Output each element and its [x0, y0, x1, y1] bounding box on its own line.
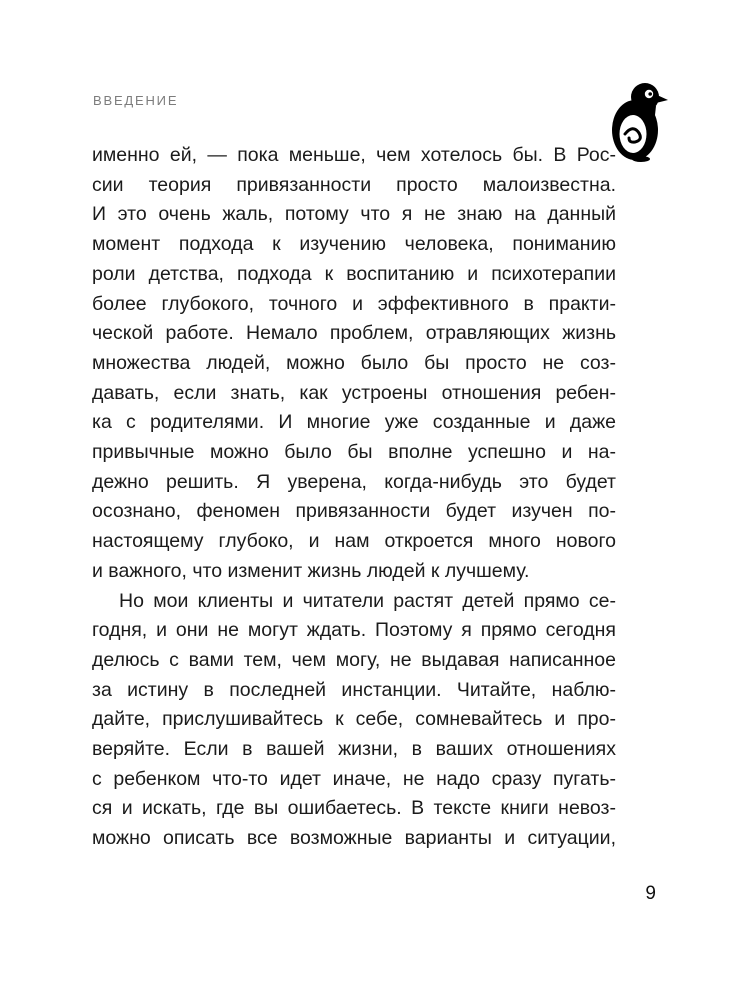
text-line: дайте, прислушивайтесь к себе, сомневайтесь и про- [92, 708, 616, 731]
text-line: сии теория привязанности просто малоизвестна. [92, 173, 616, 196]
text-line: привычные можно было бы вполне успешно и на- [92, 441, 616, 464]
text-line: момент подхода к изучению человека, пониманию [92, 233, 616, 256]
text-line: делюсь с вами тем, чем могу, не выдавая написанное [92, 648, 616, 671]
text-line: настоящему глубоко, и нам откроется много нового [92, 530, 616, 553]
text-line: можно описать все возможные варианты и ситуации, [92, 827, 616, 850]
text-line: осознано, феномен привязанности будет изучен по- [92, 500, 616, 523]
text-line: давать, если знать, как устроены отношения ребен- [92, 381, 616, 404]
text-line: ся и искать, где вы ошибаетесь. В тексте книги невоз- [92, 797, 616, 820]
body-text [92, 141, 616, 854]
running-header: ВВЕДЕНИЕ [93, 93, 179, 108]
text-line: Но мои клиенты и читатели растят детей прямо се- [119, 589, 616, 612]
text-line: за истину в последней инстанции. Читайте, наблю- [92, 678, 616, 701]
text-line: множества людей, можно было бы просто не соз- [92, 351, 616, 374]
text-line: ка с родителями. И многие уже созданные и даже [92, 411, 616, 434]
page-number: 9 [645, 883, 656, 904]
text-line: И это очень жаль, потому что я не знаю на данный [92, 203, 616, 226]
text-line: роли детства, подхода к воспитанию и психотерапии [92, 262, 616, 285]
text-line: ческой работе. Немало проблем, отравляющих жизнь [92, 322, 616, 345]
text-line: годня, и они не могут ждать. Поэтому я прямо сегодня [92, 619, 616, 642]
text-line: с ребенком что-то идет иначе, не надо сразу пугать- [92, 767, 616, 790]
text-line: именно ей, — пока меньше, чем хотелось бы. В Рос- [92, 144, 616, 166]
text-line: и важного, что изменит жизнь людей к лучшему. [92, 559, 530, 582]
penguin-logo-icon [608, 80, 668, 162]
text-line: более глубокого, точного и эффективного в практи- [92, 292, 616, 315]
text-line: веряйте. Если в вашей жизни, в ваших отношениях [92, 738, 616, 761]
text-line: дежно решить. Я уверена, когда-нибудь это будет [92, 470, 616, 493]
